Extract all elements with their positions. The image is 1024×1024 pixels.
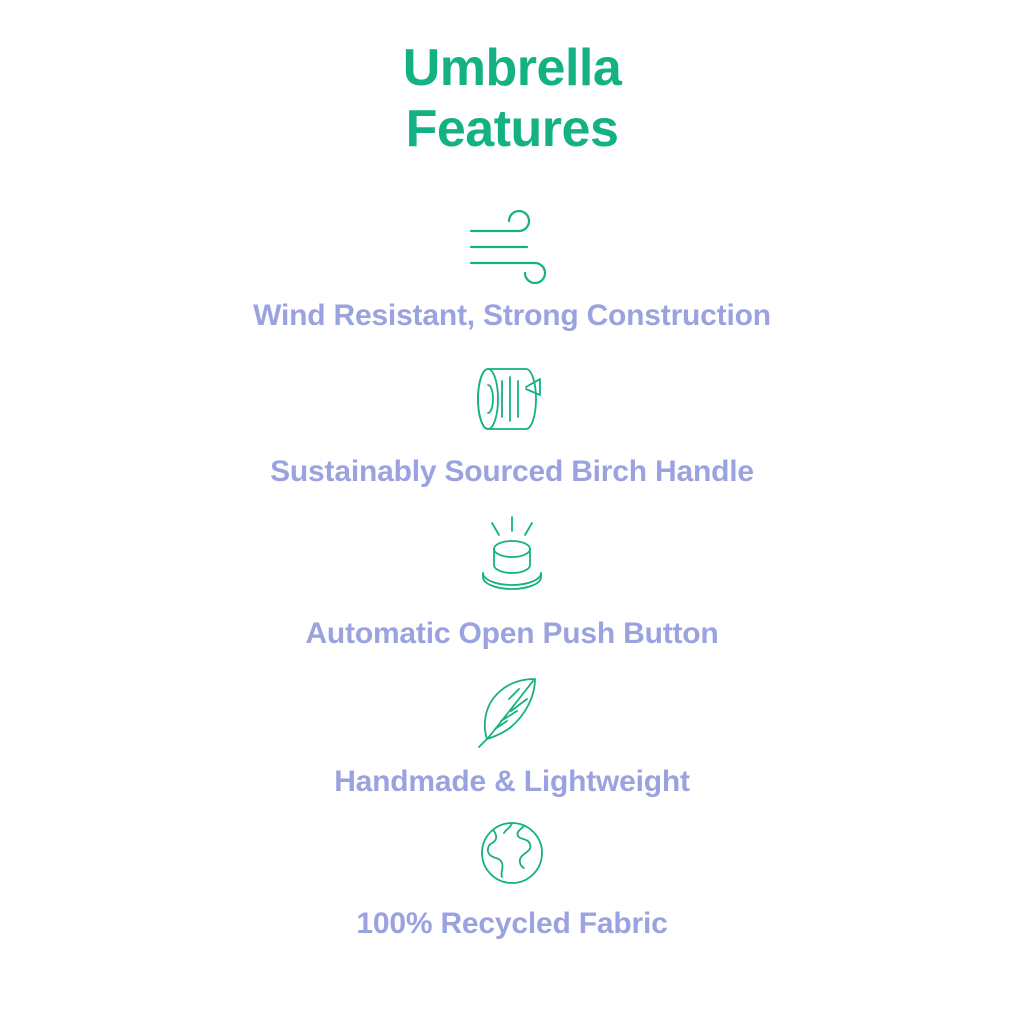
features-list [0,209,1024,941]
feature-label: Sustainably Sourced Birch Handle [270,454,754,488]
birch-log-icon [464,357,560,441]
globe-icon [472,813,552,893]
feature-item [0,813,1024,941]
feature-item [0,209,1024,333]
page-title: Umbrella Features [402,39,622,159]
feather-icon [467,669,557,751]
feature-item [0,357,1024,489]
wind-icon [457,209,567,285]
feature-item [0,669,1024,799]
push-button-icon [463,511,561,603]
feature-label: Handmade & Lightweight [334,764,690,798]
feature-label: 100% Recycled Fabric [356,906,668,940]
feature-item [0,511,1024,651]
feature-label: Automatic Open Push Button [305,616,719,650]
feature-label: Wind Resistant, Strong Construction [253,298,771,332]
